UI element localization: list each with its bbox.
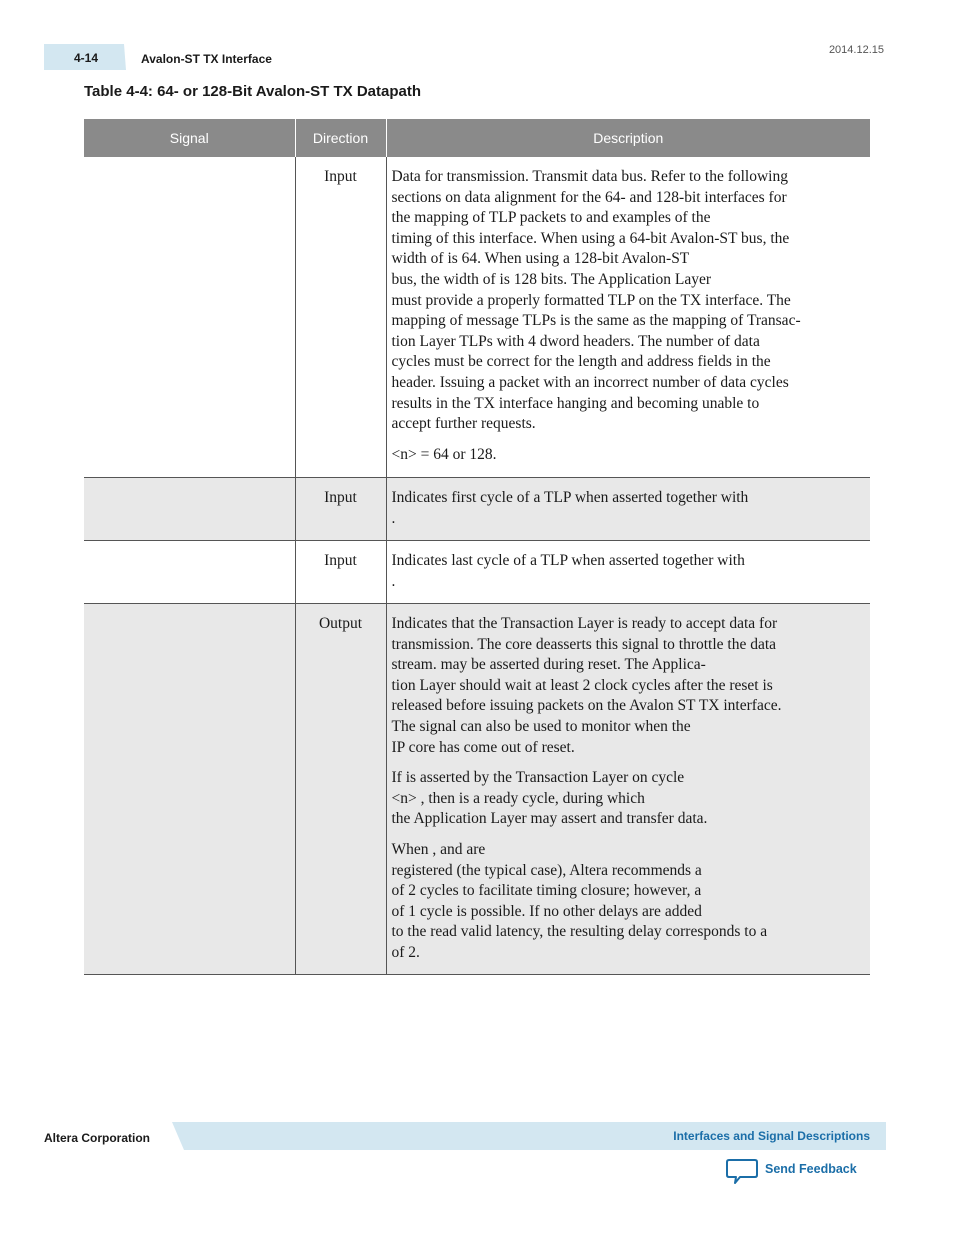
- direction-cell: Input: [295, 541, 386, 604]
- table-caption: Table 4-4: 64- or 128-Bit Avalon-ST TX Datapath: [84, 83, 422, 100]
- direction-cell: Output: [295, 604, 386, 975]
- description-paragraph: <n> = 64 or 128.: [391, 445, 497, 463]
- page-number: 4-14: [74, 51, 99, 65]
- signal-table: [84, 119, 870, 975]
- table-header-row: [84, 119, 870, 157]
- description-cell: [386, 478, 870, 541]
- description-cell: [386, 157, 870, 478]
- section-title: Avalon-ST TX Interface: [141, 52, 272, 66]
- direction-cell: Input: [295, 478, 386, 541]
- table-row: [84, 478, 870, 541]
- send-feedback-link[interactable]: Send Feedback: [765, 1162, 857, 1176]
- column-header-direction: Direction: [295, 119, 386, 157]
- direction-cell: Input: [295, 157, 386, 478]
- document-date: 2014.12.15: [828, 44, 884, 56]
- description-paragraph: When , and are registered (the typical case), Altera recommends a of 2 cycles to facilitate timing closure; however, a of 1 cycle is possible. If no other delays are added to the read valid latency, the resulting delay corresponds to a of 2.: [391, 840, 768, 961]
- table-row: [84, 157, 870, 478]
- description-paragraph: Indicates first cycle of a TLP when asserted together with .: [391, 489, 749, 527]
- description-paragraph: Indicates last cycle of a TLP when asserted together with .: [391, 552, 745, 590]
- description-cell: [386, 541, 870, 604]
- column-header-signal: Signal: [84, 119, 295, 157]
- column-header-description: Description: [386, 119, 870, 157]
- footer-chapter-link[interactable]: Interfaces and Signal Descriptions: [673, 1129, 870, 1143]
- description-paragraph: Indicates that the Transaction Layer is ready to accept data for transmission. The core deasserts this signal to throttle the data stream. may be asserted during reset. The Applica- tion Layer should wait at least 2 clock cycles after the reset is released before issuing packets on the Avalon ST TX interface. The signal can also be used to monitor when the IP core has come out of reset.: [391, 615, 782, 756]
- speech-bubble-icon[interactable]: [726, 1158, 758, 1186]
- description-paragraph: Data for transmission. Transmit data bus. Refer to the following sections on data alignment for the 64- and 128-bit interfaces for the mapping of TLP packets to and examples of the timing of this interface. When using a 64-bit Avalon-ST bus, the width of is 64. When using a 128-bit Avalon-ST bus, the width of is 128 bits. The Application Layer must provide a properly formatted TLP on the TX interface. The mapping of message TLPs is the same as the mapping of Transac- tion Layer TLPs with 4 dword headers. The number of data cycles must be correct for the length and address fields in the header. Issuing a packet with an incorrect number of data cycles results in the TX interface hanging and becoming unable to accept further requests.: [391, 168, 801, 433]
- table-row: [84, 541, 870, 604]
- signal-cell: [84, 157, 295, 478]
- table-row: [84, 604, 870, 975]
- signal-cell: [84, 604, 295, 975]
- footer-company: Altera Corporation: [44, 1131, 151, 1145]
- description-cell: [386, 604, 870, 975]
- description-paragraph: If is asserted by the Transaction Layer on cycle <n> , then is a ready cycle, during which the Application Layer may assert and transfer data.: [391, 769, 708, 828]
- signal-cell: [84, 478, 295, 541]
- signal-cell: [84, 541, 295, 604]
